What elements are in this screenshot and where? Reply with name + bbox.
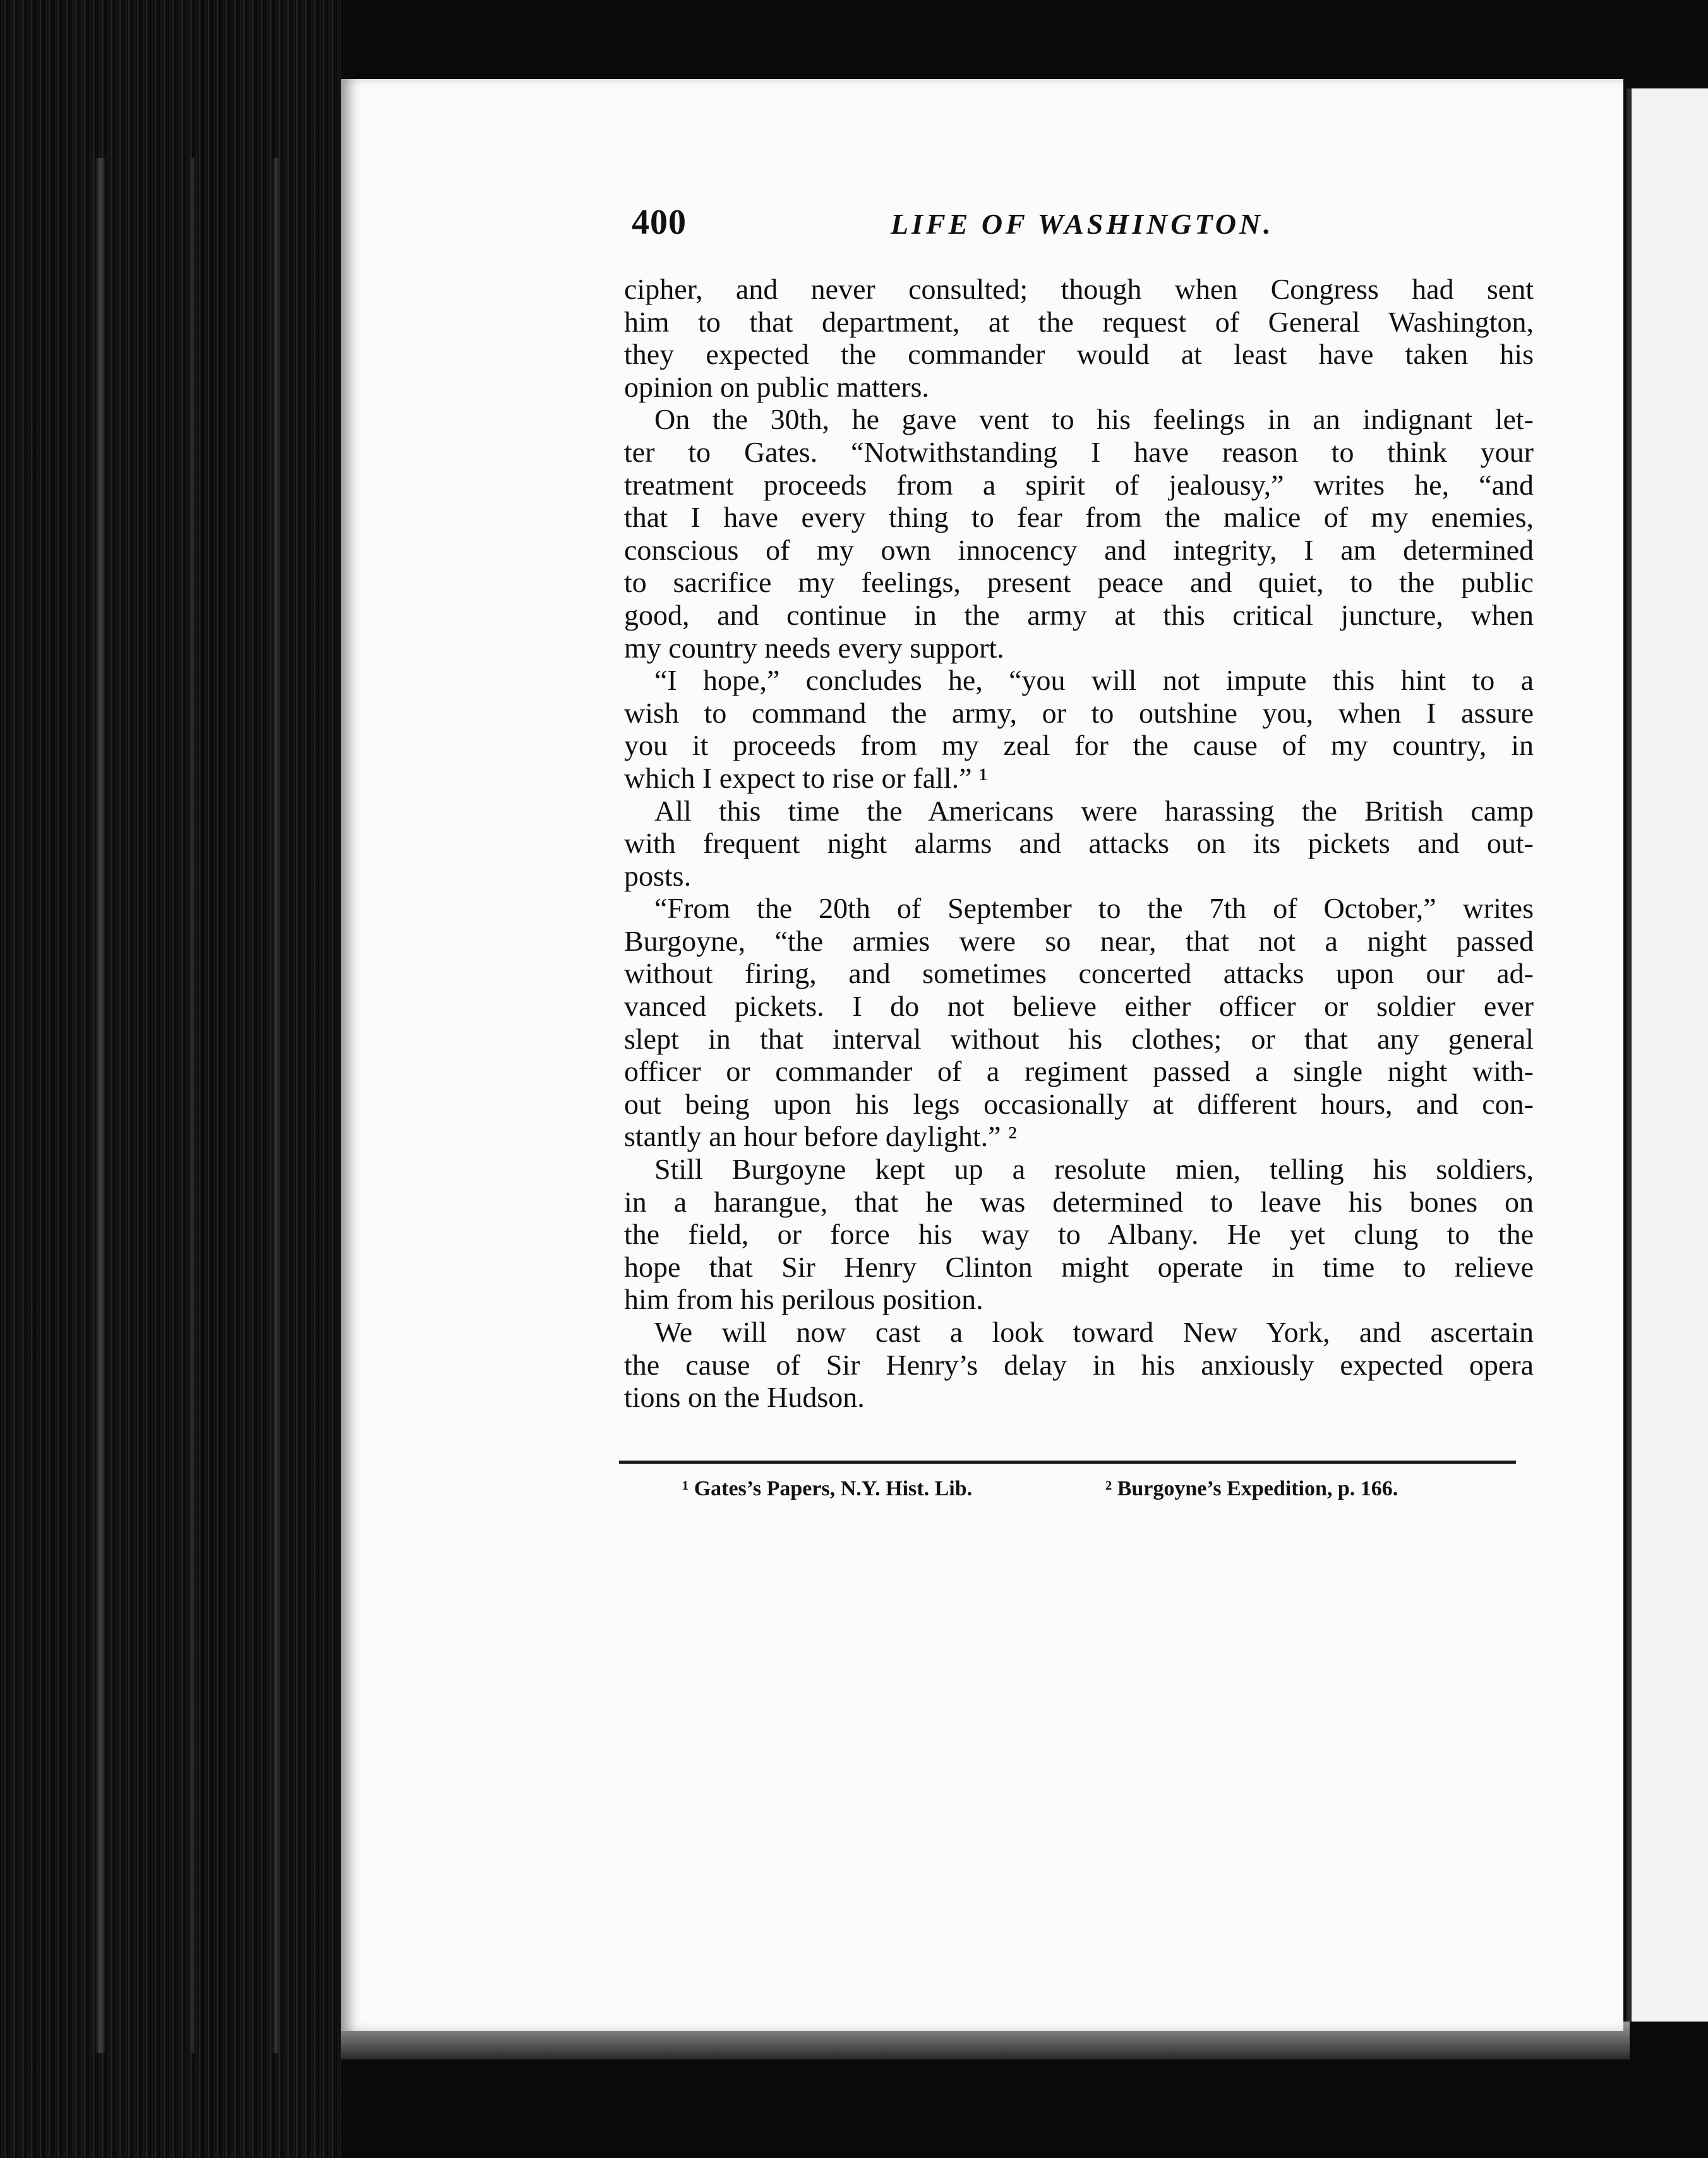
text-line: tions on the Hudson. — [624, 1381, 865, 1414]
text-line: officer or commander of a regiment passed a single night with- — [624, 1055, 1534, 1088]
text-line: with frequent night alarms and attacks on its pickets and out- — [624, 827, 1534, 860]
text-line: treatment proceeds from a spirit of jealousy,” writes he, “and — [624, 468, 1534, 501]
text-line: out being upon his legs occasionally at different hours, and con- — [624, 1087, 1534, 1120]
text-line: my country needs every support. — [624, 631, 1004, 664]
text-line: good, and continue in the army at this critical juncture, when — [624, 598, 1534, 631]
text-line: ter to Gates. “Notwithstanding I have reason to think your — [624, 435, 1534, 468]
footnote-2: ² Burgoyne’s Expedition, p. 166. — [1105, 1477, 1398, 1500]
text-line: We will now cast a look toward New York, and ascertain — [654, 1316, 1534, 1348]
facing-page-edge — [1627, 88, 1708, 2022]
footnote-1: ¹ Gates’s Papers, N.Y. Hist. Lib. — [682, 1477, 973, 1500]
text-line: posts. — [624, 859, 692, 892]
text-line: him from his perilous position. — [624, 1283, 983, 1316]
text-line: “From the 20th of September to the 7th of October,” writes — [654, 892, 1534, 925]
text-line: you it proceeds from my zeal for the cause of my country, in — [624, 729, 1534, 762]
footnote-rule — [619, 1461, 1516, 1464]
page-header — [632, 202, 1289, 253]
page-number: 400 — [632, 203, 687, 242]
text-line: conscious of my own innocency and integrity, I am determined — [624, 533, 1534, 566]
book-page-edges — [0, 0, 341, 2158]
text-line: Still Burgoyne kept up a resolute mien, telling his soldiers, — [654, 1153, 1534, 1186]
footnotes — [682, 1477, 1465, 1509]
text-line: in a harangue, that he was determined to leave his bones on — [624, 1185, 1534, 1218]
page-edge-highlight — [272, 158, 280, 2053]
text-line: the cause of Sir Henry’s delay in his anxiously expected opera — [624, 1348, 1534, 1381]
text-line: On the 30th, he gave vent to his feelings in an indignant let- — [654, 403, 1534, 436]
text-line: Burgoyne, “the armies were so near, that not a night passed — [624, 924, 1534, 957]
text-line: without firing, and sometimes concerted attacks upon our ad- — [624, 957, 1534, 990]
text-line: stantly an hour before daylight.” ² — [624, 1120, 1017, 1153]
text-line: “I hope,” concludes he, “you will not impute this hint to a — [654, 664, 1534, 697]
text-line: to sacrifice my feelings, present peace and quiet, to the public — [624, 566, 1534, 599]
text-line: hope that Sir Henry Clinton might operate in time to relieve — [624, 1250, 1534, 1283]
text-line: wish to command the army, or to outshine you, when I assure — [624, 696, 1534, 729]
text-line: they expected the commander would at least have taken his — [624, 338, 1534, 371]
body-text — [624, 273, 1534, 1414]
text-line: the field, or force his way to Albany. He yet clung to the — [624, 1218, 1534, 1251]
text-line: slept in that interval without his clothes; or that any general — [624, 1022, 1534, 1055]
text-line: vanced pickets. I do not believe either officer or soldier ever — [624, 990, 1534, 1023]
text-line: him to that department, at the request of General Washington, — [624, 305, 1534, 338]
text-line: which I expect to rise or fall.” ¹ — [624, 761, 988, 794]
page-edge-highlight — [189, 158, 196, 2053]
text-line: opinion on public matters. — [624, 370, 929, 403]
text-line: cipher, and never consulted; though when Congress had sent — [624, 273, 1534, 305]
page-edge-highlight — [95, 158, 106, 2053]
text-line: that I have every thing to fear from the malice of my enemies, — [624, 501, 1534, 534]
running-head: LIFE OF WASHINGTON. — [891, 208, 1274, 240]
text-line: All this time the Americans were harassing the British camp — [654, 794, 1534, 827]
